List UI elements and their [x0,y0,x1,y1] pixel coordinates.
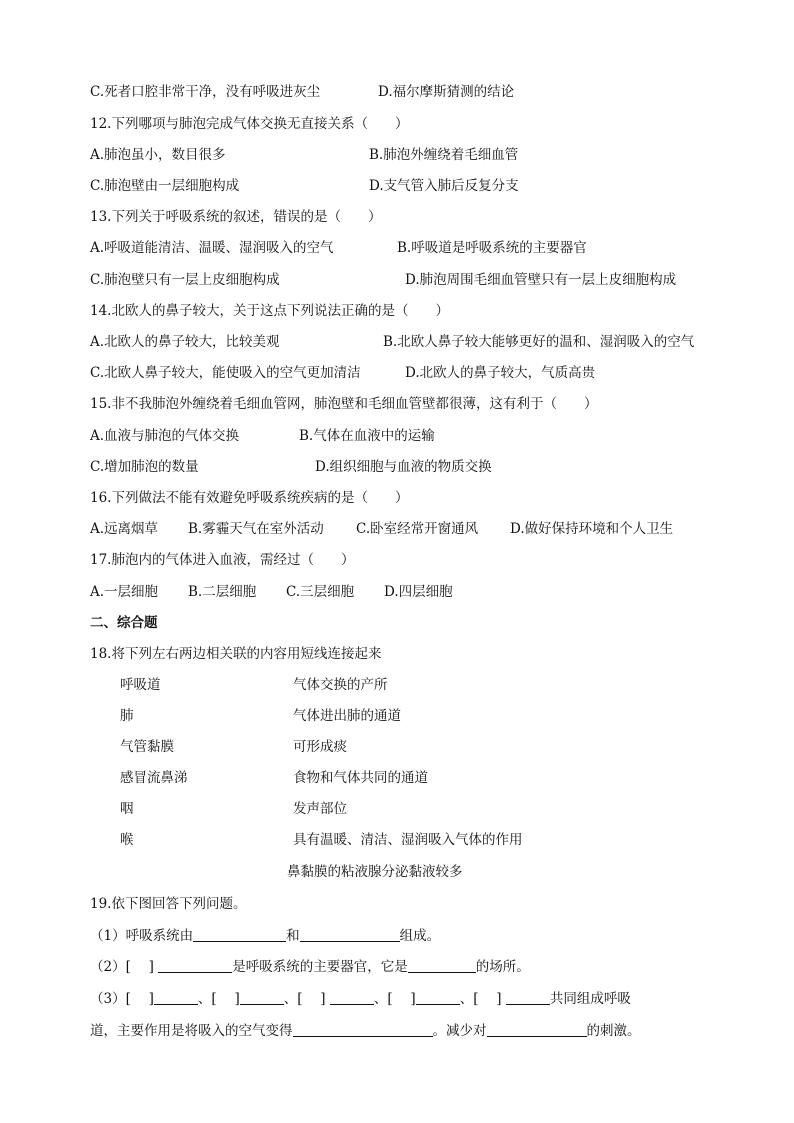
q12-option-b: B.肺泡外缠绕着毛细血管 [369,147,519,163]
q17-stem: 17.肺泡内的气体进入血液，需经过（ ） [90,552,355,568]
answer-blank[interactable] [293,1022,433,1037]
q18-right-item: 气体交换的产所 [293,677,388,693]
q19-p3-text: 共同组成呼吸 [549,991,631,1007]
q13-option-b: B.呼吸道是呼吸系统的主要器官 [397,240,587,256]
q16-option-a: A.远离烟草 [90,521,159,537]
q19-p3-text: 道，主要作用是将吸入的空气变得 [90,1023,293,1039]
q19-p2-text: 是呼吸系统的主要器官，它是 [232,959,408,975]
q14-stem: 14.北欧人的鼻子较大，关于这点下列说法正确的是（ ） [90,303,449,319]
q12-stem: 12.下列哪项与肺泡完成气体交换无直接关系（ ） [90,116,409,132]
answer-blank[interactable] [506,990,550,1005]
q15-option-a: A.血液与肺泡的气体交换 [90,428,240,444]
q19-part-3-continued [90,1021,734,1041]
answer-blank[interactable] [158,958,232,973]
q19-part-2 [90,957,734,977]
q15-option-c: C.增加肺泡的数量 [90,459,199,475]
q18-right-item: 气体进出肺的通道 [293,708,401,724]
q18-left-item: 喉 [120,832,134,848]
answer-blank[interactable] [330,990,374,1005]
q17-option-b: B.二层细胞 [188,584,257,600]
q19-p3-text: 。减少对 [432,1023,487,1039]
q19-part-3 [90,989,734,1009]
q19-part-1 [90,926,734,946]
answer-blank[interactable] [408,958,476,973]
q18-left-item: 肺 [120,708,134,724]
q18-left-item: 气管黏膜 [120,739,174,755]
q16-option-b: B.雾霾天气在室外活动 [188,521,324,537]
answer-blank[interactable] [240,990,284,1005]
q18-right-item: 鼻黏膜的粘液腺分泌黏液较多 [287,864,463,880]
q19-p3-text: 、[ ] [459,991,502,1007]
answer-blank[interactable] [300,927,400,942]
q16-option-d: D.做好保持环境和个人卫生 [510,521,674,537]
q19-p3-text: 、[ ] [283,991,326,1007]
q18-right-item: 具有温暖、清洁、湿润吸入气体的作用 [293,832,523,848]
answer-blank[interactable] [154,990,198,1005]
q19-p3-text: （3）[ ] [90,991,154,1007]
q16-option-c: C.卧室经常开窗通风 [356,521,479,537]
q18-right-item: 食物和气体共同的通道 [293,770,428,786]
q19-p1-text: 组成。 [399,928,441,944]
q19-p2-text: 的场所。 [475,959,530,975]
answer-blank[interactable] [416,990,460,1005]
q16-stem: 16.下列做法不能有效避免呼吸系统疾病的是（ ） [90,490,409,506]
q18-left-item: 咽 [120,801,134,817]
q12-option-c: C.肺泡壁由一层细胞构成 [90,178,240,194]
q19-p2-text: （2）[ ] [90,959,154,975]
q11-option-d: D.福尔摩斯猜测的结论 [378,84,515,100]
q13-option-a: A.呼吸道能清洁、温暖、湿润吸入的空气 [90,240,334,256]
q17-option-c: C.三层细胞 [286,584,355,600]
q18-right-item: 可形成痰 [293,739,347,755]
q19-p1-text: 和 [286,928,300,944]
q18-stem: 18.将下列左右两边相关联的内容用短线连接起来 [90,646,382,662]
q18-left-item: 呼吸道 [120,677,161,693]
q17-option-d: D.四层细胞 [384,584,453,600]
q15-stem: 15.非不我肺泡外缠绕着毛细血管网，肺泡壁和毛细血管壁都很薄，这有利于（ ） [90,396,598,412]
q13-option-c: C.肺泡壁只有一层上皮细胞构成 [90,272,280,288]
q14-option-a: A.北欧人的鼻子较大，比较美观 [90,334,280,350]
q13-stem: 13.下列关于呼吸系统的叙述，错误的是（ ） [90,209,382,225]
answer-blank[interactable] [193,927,286,942]
q11-option-c: C.死者口腔非常干净，没有呼吸进灰尘 [90,84,321,100]
q15-option-d: D.组织细胞与血液的物质交换 [315,459,492,475]
q14-option-b: B.北欧人鼻子较大能够更好的温和、湿润吸入的空气 [383,334,695,350]
q19-p1-text: （1）呼吸系统由 [90,928,194,944]
q15-option-b: B.气体在血液中的运输 [299,428,435,444]
q18-right-item: 发声部位 [293,801,347,817]
q14-option-d: D.北欧人的鼻子较大，气质高贵 [405,365,596,381]
q19-stem: 19.依下图回答下列问题。 [90,896,247,912]
q18-left-item: 感冒流鼻涕 [120,770,188,786]
section-heading: 二、综合题 [90,615,158,631]
answer-blank[interactable] [487,1022,587,1037]
q19-p3-text: 、[ ] [373,991,416,1007]
q12-option-a: A.肺泡虽小，数目很多 [90,147,226,163]
q19-p3-text: 、[ ] [197,991,240,1007]
q19-p3-text: 的刺激。 [586,1023,641,1039]
q17-option-a: A.一层细胞 [90,584,159,600]
q12-option-d: D.支气管入肺后反复分支 [369,178,519,194]
q14-option-c: C.北欧人鼻子较大，能使吸入的空气更加清洁 [90,365,361,381]
q13-option-d: D.肺泡周围毛细血管壁只有一层上皮细胞构成 [405,272,677,288]
